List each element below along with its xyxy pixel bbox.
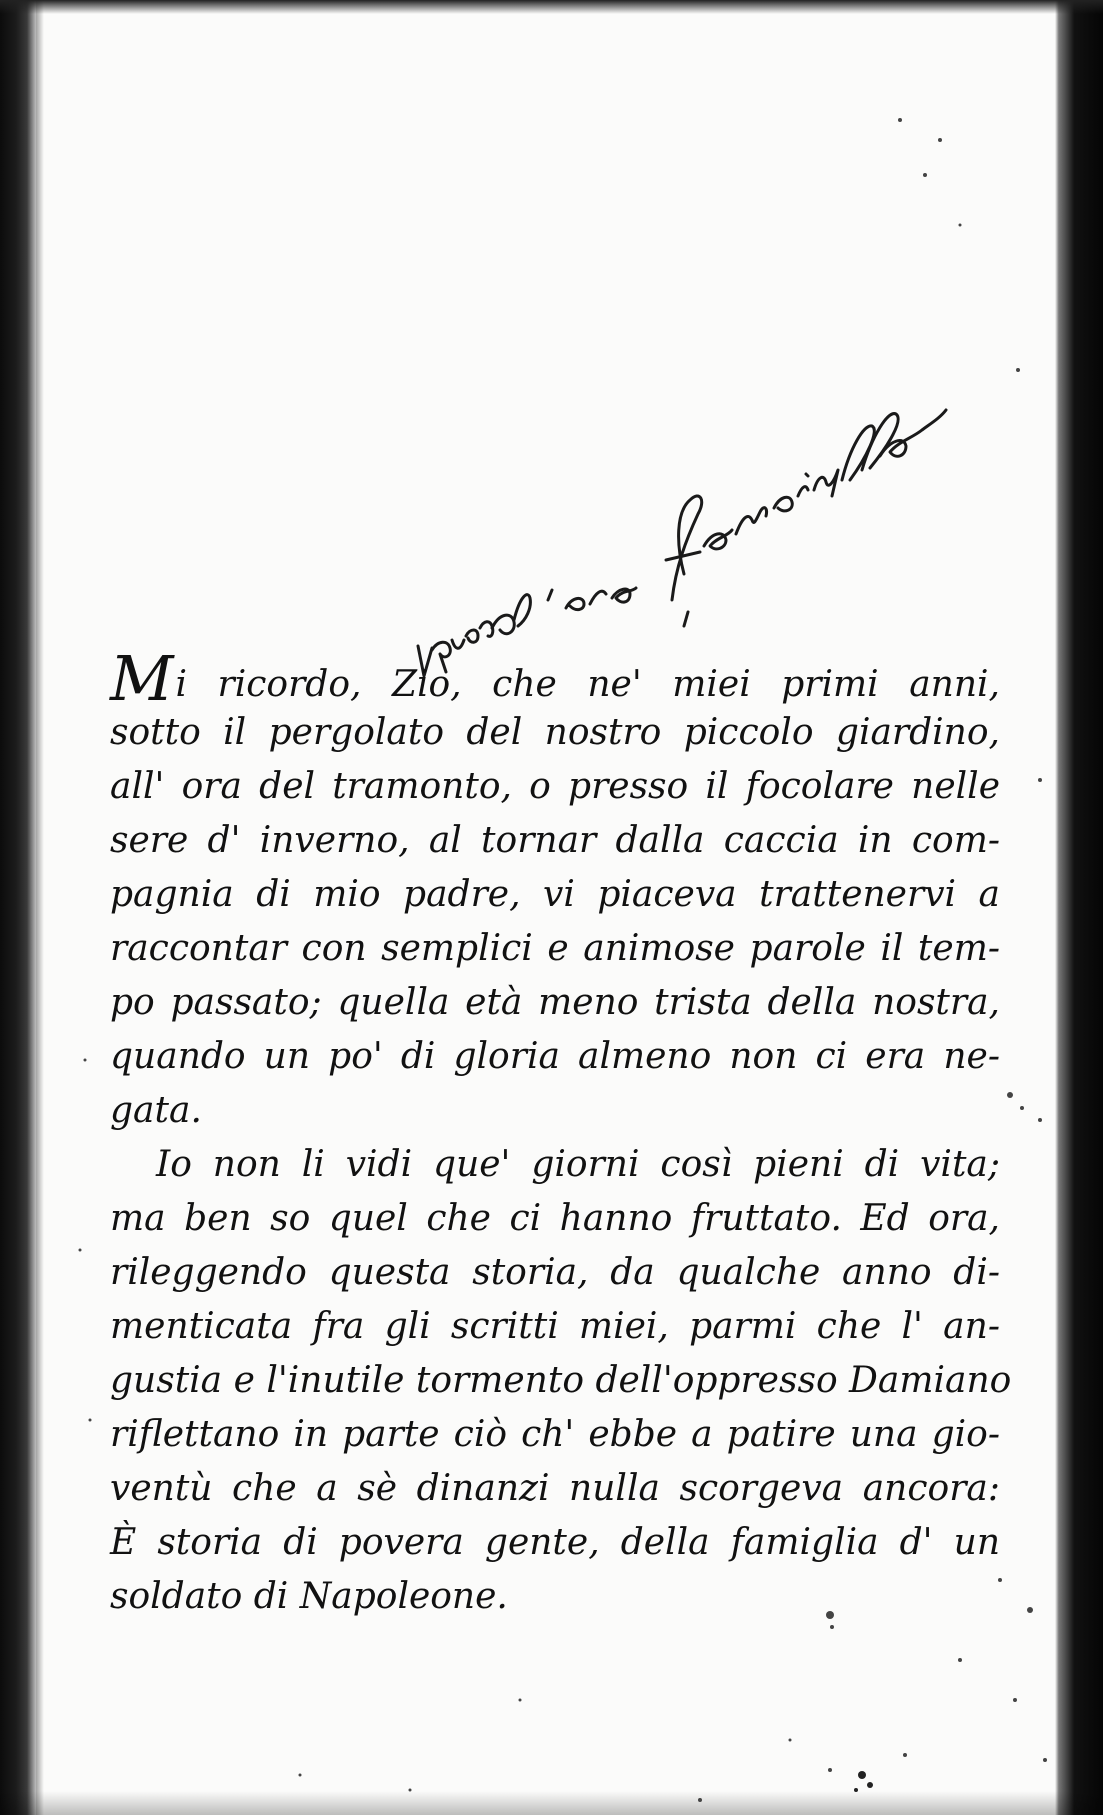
text-line: gustia e l'inutile tormento dell'oppresso Damiano (110, 1360, 1012, 1401)
text-line: sere d' inverno, al tornar dalla caccia in com- (110, 820, 1000, 861)
text-line: È storia di povera gente, della famiglia d' un (110, 1522, 1000, 1563)
text-line: riflettano in parte ciò ch' ebbe a patire una gio- (110, 1414, 1000, 1455)
text-line: Io non li vidi que' giorni così pieni di vita; (156, 1144, 1000, 1185)
text-line (110, 642, 1000, 715)
preface-text (110, 642, 1012, 1624)
book-spine-shadow (0, 0, 36, 1815)
text-line: raccontar con semplici e animose parole il tem- (110, 928, 1000, 969)
text-line-content: i ricordo, Zio, che ne' miei primi anni, (175, 664, 1000, 705)
text-line: rileggendo questa storia, da qualche anno di- (110, 1252, 1000, 1293)
text-line: soldato di Napoleone. (110, 1576, 508, 1617)
text-line: po passato; quella età meno trista della nostra, (110, 982, 1000, 1023)
text-line: quando un po' di gloria almeno non ci era ne- (110, 1036, 1000, 1077)
text-line: pagnia di mio padre, vi piaceva trattenervi a (110, 874, 1000, 915)
text-line: ma ben so quel che ci hanno fruttato. Ed ora, (110, 1198, 1000, 1239)
page-right-edge (1055, 0, 1103, 1815)
page-bottom-edge (0, 1791, 1103, 1815)
text-line: sotto il pergolato del nostro piccolo giardino, (110, 712, 1000, 753)
spine-edge-shadow (36, 0, 44, 1815)
drop-cap: M (110, 642, 174, 715)
text-line: gata. (110, 1090, 202, 1131)
text-line: ventù che a sè dinanzi nulla scorgeva ancora: (110, 1468, 1000, 1509)
page-top-edge (0, 0, 1103, 14)
text-line: menticata fra gli scritti miei, parmi che l' an- (110, 1306, 1000, 1347)
text-line: all' ora del tramonto, o presso il focolare nelle (110, 766, 1000, 807)
